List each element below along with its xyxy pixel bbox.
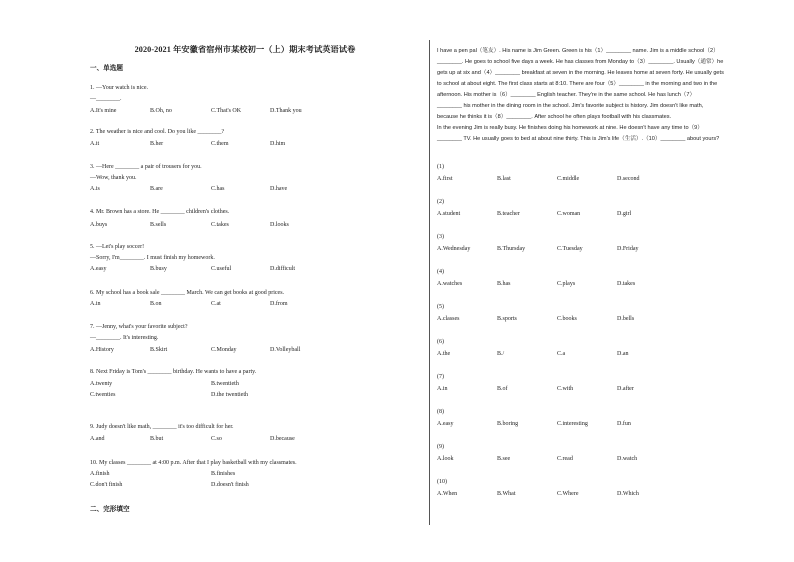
answer-option[interactable]: A.It's mine [90,108,117,114]
answer-option[interactable]: B.sports [497,316,517,322]
answer-option[interactable]: A.student [437,211,461,217]
answer-option[interactable]: B.sells [150,222,167,228]
answer-option[interactable]: C.useful [211,266,232,272]
answer-option[interactable]: D.Friday [617,246,639,252]
question-stem: 10. My classes ________ at 4:00 p.m. After that I play basketball with my classmates. [90,460,297,466]
answer-option[interactable]: B./ [497,351,505,357]
answer-option[interactable]: C.That's OK [211,108,242,114]
passage-line: ________ TV. He usually goes to bed at about nine thirty. This is Jim's life（生活）.（10）________ about yours? [437,136,720,142]
question-stem: 3. —Here ________ a pair of trousers for you. [90,164,202,170]
answer-option[interactable]: B.finishes [211,471,236,477]
question-stem: —Sorry, I'm________. I must finish my homework. [90,255,215,261]
passage-line: In the evening Jim is really busy. He finishes doing his homework at nine. He doesn't have any time to（9） [437,125,703,131]
answer-option[interactable]: C.don't finish [90,482,123,488]
answer-option[interactable]: A.watches [437,281,463,287]
answer-option[interactable]: D.Which [617,491,639,497]
answer-option[interactable]: B.teacher [497,211,520,217]
answer-option[interactable]: D.Volleyball [270,347,301,353]
answer-option[interactable]: D.the twentieth [211,392,248,398]
cloze-number: (8) [437,409,444,415]
answer-option[interactable]: B.of [497,386,508,392]
question-stem: —________. It's interesting. [90,335,159,341]
answer-option[interactable]: B.boring [497,421,519,427]
question-stem: —Wow, thank you. [90,175,137,181]
passage-line: ________ his mother in the dining room in the school. Jim's favorite subject is history. Jim doesn't like math, [437,103,704,109]
cloze-number: (3) [437,234,444,240]
answer-option[interactable]: B.twentieth [211,381,239,387]
answer-option[interactable]: A.easy [437,421,454,427]
answer-option[interactable]: B.but [150,436,164,442]
answer-option[interactable]: C.a [557,351,566,357]
passage-line: to school at about eight. The first class starts at 8:10. There are four（5）________ in the morning and two in the [437,81,718,87]
answer-option[interactable]: A.it [90,141,100,147]
answer-option[interactable]: A.Wednesday [437,246,471,252]
answer-option[interactable]: D.bells [617,316,635,322]
section-title-cloze: 二、完形填空 [90,506,130,513]
answer-option[interactable]: C.middle [557,176,580,182]
answer-option[interactable]: B.last [497,176,511,182]
answer-option[interactable]: C.books [557,316,577,322]
section-title-single-choice: 一、单选题 [90,65,123,72]
answer-option[interactable]: B.Skirt [150,347,168,353]
answer-option[interactable]: B.Oh, no [150,108,172,114]
question-stem: 9. Judy doesn't like math, ________ it's too difficult for her. [90,424,234,430]
answer-option[interactable]: B.Thursday [497,246,526,252]
answer-option[interactable]: C.so [211,436,222,442]
answer-option[interactable]: C.takes [211,222,229,228]
answer-option[interactable]: B.has [497,281,511,287]
answer-option[interactable]: B.on [150,301,162,307]
answer-option[interactable]: B.see [497,456,511,462]
cloze-number: (2) [437,199,444,205]
answer-option[interactable]: C.them [211,141,229,147]
cloze-number: (4) [437,269,444,275]
answer-option[interactable]: D.fun [617,421,631,427]
answer-option[interactable]: A.and [90,436,105,442]
answer-option[interactable]: D.because [270,436,295,442]
answer-option[interactable]: A.classes [437,316,460,322]
answer-option[interactable]: D.Thank you [270,108,302,114]
question-stem: 6. My school has a book sale ________ March. We can get books at good prices. [90,290,285,296]
answer-option[interactable]: A.look [437,456,454,462]
question-stem: 5. —Let's play soccer! [90,244,145,250]
answer-option[interactable]: C.read [557,456,573,462]
question-stem: 2. The weather is nice and cool. Do you like ________? [90,129,225,135]
cloze-number: (6) [437,339,444,345]
answer-option[interactable]: B.her [150,141,164,147]
answer-option[interactable]: D.watch [617,456,638,462]
question-stem: 8. Next Friday is Tom's ________ birthday. He wants to have a party. [90,369,257,375]
answer-option[interactable]: D.doesn't finish [211,482,249,488]
answer-option[interactable]: D.second [617,176,640,182]
answer-option[interactable]: A.in [90,301,101,307]
answer-option[interactable]: D.takes [617,281,636,287]
passage-line: because he thinks it is（8）________. After school he often plays football with his classmates. [437,114,672,120]
answer-option[interactable]: D.after [617,386,634,392]
answer-option[interactable]: D.girl [617,211,632,217]
answer-option[interactable]: A.the [437,351,451,357]
answer-option[interactable]: A.History [90,347,114,353]
answer-option[interactable]: D.from [270,301,288,307]
answer-option[interactable]: C.Where [557,491,579,497]
answer-option[interactable]: C.interesting [557,421,588,427]
answer-option[interactable]: D.difficult [270,266,296,272]
answer-option[interactable]: B.busy [150,266,167,272]
passage-line: I have a pen pal（笔友）. His name is Jim Green. Green is his（1）________ name. Jim is a middle school（2） [437,48,719,54]
answer-option[interactable]: A.When [437,491,458,497]
answer-option[interactable]: B.are [150,186,163,192]
answer-option[interactable]: D.him [270,141,286,147]
answer-option[interactable]: D.have [270,186,288,192]
answer-option[interactable]: C.plays [557,281,576,287]
answer-option[interactable]: D.looks [270,222,289,228]
answer-option[interactable]: C.woman [557,211,581,217]
answer-option[interactable]: A.in [437,386,448,392]
answer-option[interactable]: A.first [437,176,453,182]
cloze-number: (10) [437,479,447,485]
cloze-number: (7) [437,374,444,380]
cloze-passage [437,46,769,145]
passage-line: gets up at six and（4）________ breakfast at seven in the morning. He leaves home at seven forty. He usually gets [437,70,724,76]
answer-option[interactable]: A.finish [90,471,110,477]
answer-option[interactable]: C.has [211,186,225,192]
answer-option[interactable]: D.an [617,351,629,357]
page-title: 2020-2021 年安徽省宿州市某校初一（上）期末考试英语试卷 [134,45,356,54]
question-stem: —________. [90,96,122,102]
question-stem: 1. —Your watch is nice. [90,85,149,91]
answer-option[interactable]: B.What [497,491,516,497]
answer-option[interactable]: C.twenties [90,392,116,398]
answer-option[interactable]: C.Monday [211,347,237,353]
column-divider [429,40,430,525]
answer-option[interactable]: A.buys [90,222,108,228]
answer-option[interactable]: A.twenty [90,381,113,387]
answer-option[interactable]: A.easy [90,266,107,272]
passage-line: afternoon. His mother is（6）________ English teacher. They're in the same school. He has lunch（7） [437,92,696,98]
cloze-number: (1) [437,164,444,170]
answer-option[interactable]: C.Tuesday [557,246,583,252]
cloze-number: (9) [437,444,444,450]
answer-option[interactable]: C.with [557,386,574,392]
answer-option[interactable]: A.is [90,186,100,192]
cloze-number: (5) [437,304,444,310]
question-stem: 4. Mr. Brown has a store. He ________ children's clothes. [90,209,230,215]
passage-line: ________. He goes to school five days a week. He has classes from Monday to（3）________. Usually（通常）he [437,59,724,65]
question-stem: 7. —Jenny, what's your favorite subject? [90,324,188,330]
answer-option[interactable]: C.at [211,301,221,307]
